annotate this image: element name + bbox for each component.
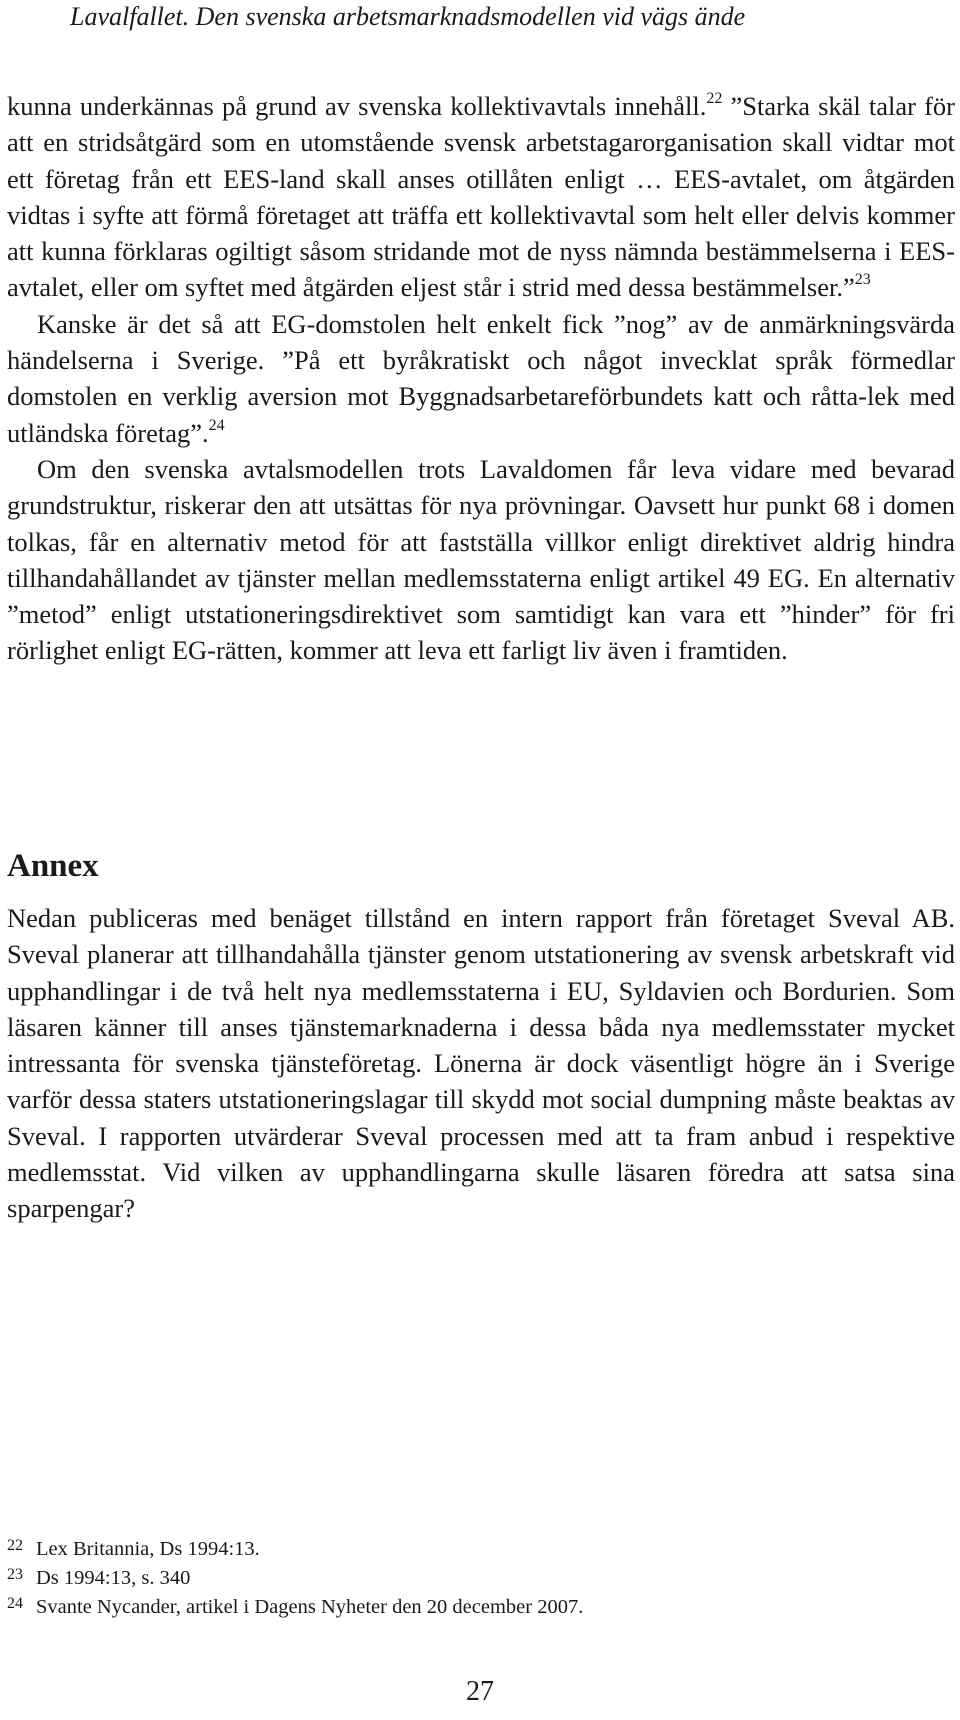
page-number: 27 — [466, 1676, 494, 1707]
paragraph-avtalsmodellen: Om den svenska avtalsmodellen trots Lavaldomen får leva vidare med bevarad grundstruktur, riskerar den att utsättas för nya prövningar. Oavsett hur punkt 68 i domen tolkas, får en alternativ metod för att fastställa villkor enligt direktivet aldrig hindra tillhandahållandet av tjänster mellan medlemsstaterna enligt artikel 49 EG. En alternativ ”metod” enligt utstationeringsdirektivet som samtidigt kan vara ett ”hinder” för fri rörlighet enligt EG-rätten, kommer att leva ett farligt liv även i framtiden. — [7, 453, 955, 666]
paragraph-text: kunna underkännas på grund av svenska kollektivavtals innehåll. — [7, 91, 707, 121]
annex-heading: Annex — [7, 848, 99, 884]
footnote-number: 23 — [7, 1566, 23, 1583]
footnotes — [7, 1535, 583, 1622]
annex-paragraph: Nedan publiceras med benäget tillstånd en intern rapport från företaget Sveval AB. Sveval planerar att tillhandahålla tjänster genom utstationering av svensk arbetskraft vid upphandlingar i de två helt nya medlemsstaterna i EU, Syldavien och Bordurien. Som läsaren känner till anses tjänstemarknaderna i dessa båda nya medlemsstater mycket intressanta för svenska tjänsteföretag. Lönerna är dock väsentligt högre än i Sverige varför dessa staters utstationeringslagar till skydd mot social dumpning måste beaktas av Sveval. I rapporten utvärderar Sveval processen med att ta fram anbud i respektive medlemsstat. Vid vilken av upphandlingarna skulle läsaren föredra att satsa sina sparpengar? — [7, 903, 955, 1224]
footnote-24 — [7, 1593, 583, 1622]
footnote-text: Ds 1994:13, s. 340 — [36, 1567, 191, 1589]
running-header: Lavalfallet. Den svenska arbetsmarknadsmodellen vid vägs ände — [70, 2, 746, 31]
footnote-text: Lex Britannia, Ds 1994:13. — [36, 1538, 260, 1560]
footnote-22 — [7, 1535, 583, 1564]
paragraph-text: ”Starka skäl talar för att en stridsåtgärd som en utomstående svensk arbetstagarorganisation skall vidtar mot ett företag från ett EES-land skall anses otillåten enligt … EES-avtalet, om åtgärden vidtas i syfte att förmå företaget att träffa ett kollektivavtal som helt eller delvis kommer att kunna förklaras ogiltigt såsom stridande mot de nyss nämnda bestämmelserna i EES-avtalet, eller om syftet med åtgärden eljest står i strid med dessa bestämmelser.” — [7, 91, 955, 303]
paragraph-domstolen — [7, 306, 955, 451]
footnote-ref-24[interactable]: 24 — [208, 416, 225, 434]
footnote-ref-22[interactable]: 22 — [706, 90, 723, 107]
footnote-23 — [7, 1564, 583, 1593]
footnote-text: Svante Nycander, artikel i Dagens Nyheter den 20 december 2007. — [36, 1596, 584, 1618]
annex-text — [7, 900, 955, 1227]
footnote-number: 24 — [7, 1595, 23, 1612]
main-text — [7, 88, 955, 669]
footnote-ref-23[interactable]: 23 — [854, 271, 871, 289]
paragraph-quote — [7, 88, 955, 306]
paragraph-text: Kanske är det så att EG-domstolen helt enkelt fick ”nog” av de anmärkningsvärda händelserna i Sverige. ”På ett byråkratiskt och något invecklat språk förmedlar domstolen en verklig aversion mot Byggnadsarbetareförbundets katt och råtta-lek med utländska företag”. — [7, 308, 955, 448]
footnote-number: 22 — [7, 1537, 23, 1554]
